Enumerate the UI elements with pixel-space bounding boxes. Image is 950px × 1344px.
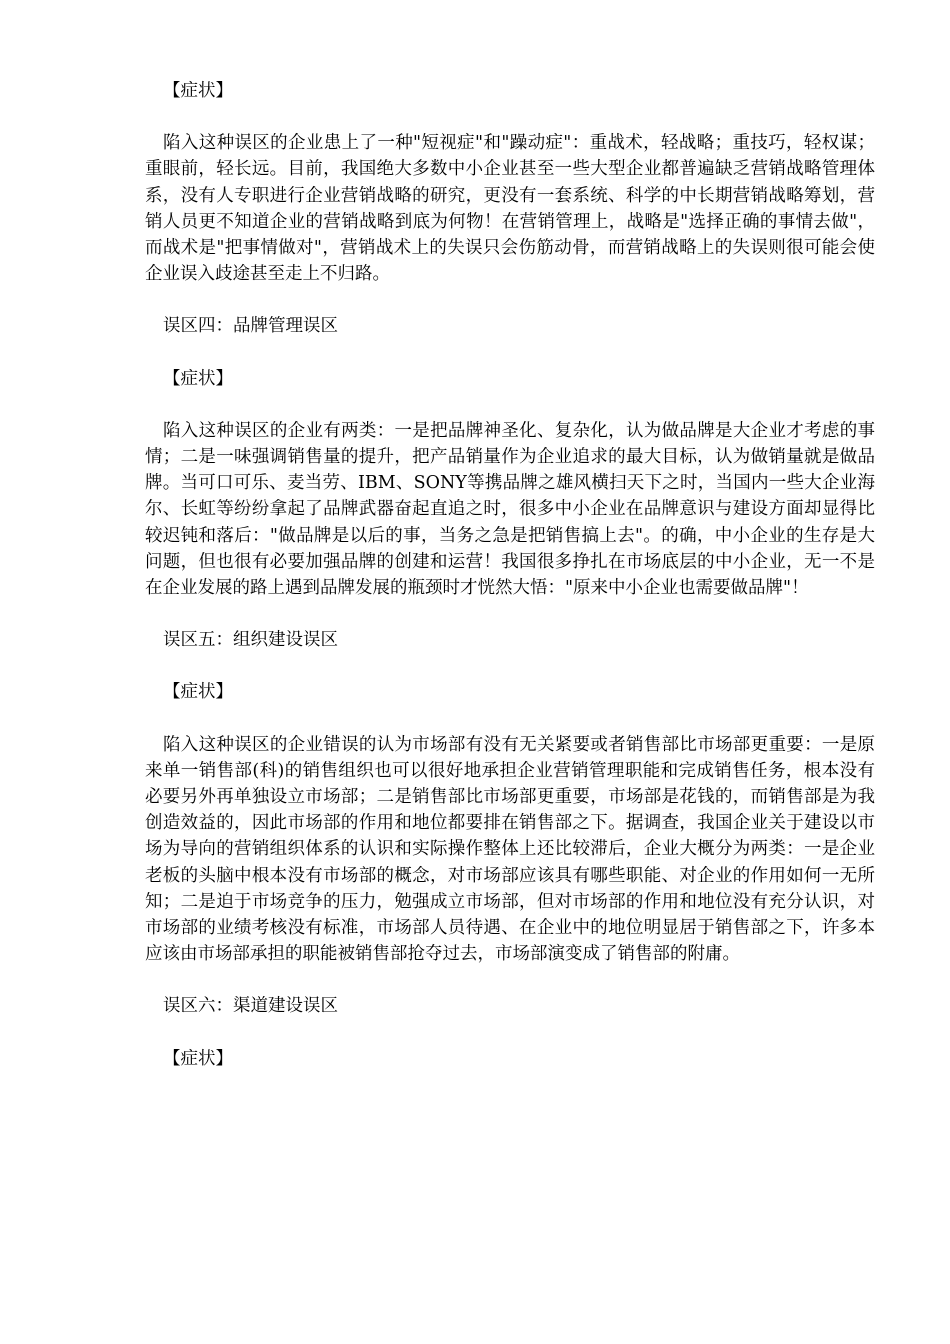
- symptom-label: 【症状】: [163, 682, 233, 703]
- spacer: [145, 706, 875, 732]
- body-paragraph: 陷入这种误区的企业错误的认为市场部有没有无关紧要或者销售部比市场部更重要：一是原来单一销售部(科)的销售组织也可以很好地承担企业营销管理职能和完成销售任务，根本没有必要另外再单独设立市场部；二是销售部比市场部更重要，市场部是花钱的，而销售部是为我创造效益的，因此市场部的作用和地位都要排在销售部之下。据调查，我国企业关于建设以市场为导向的营销组织体系的认识和实际操作整体上还比较滞后，企业大概分为两类：一是企业老板的头脑中根本没有市场部的概念，对市场部应该具有哪些职能、对企业的作用如何一无所知；二是迫于市场竞争的压力，勉强成立市场部，但对市场部的作用和地位没有充分认识，对市场部的业绩考核没有标准，市场部人员待遇、在企业中的地位明显居于销售部之下，许多本应该由市场部承担的职能被销售部抢夺过去，市场部演变成了销售部的附庸。: [145, 734, 875, 965]
- spacer: [145, 340, 875, 366]
- spacer: [145, 653, 875, 679]
- spacer: [145, 601, 875, 627]
- spacer: [145, 967, 875, 993]
- symptom-label: 【症状】: [163, 1048, 233, 1069]
- body-paragraph: 陷入这种误区的企业有两类：一是把品牌神圣化、复杂化，认为做品牌是大企业才考虑的事情；二是一味强调销售量的提升，把产品销量作为企业追求的最大目标，认为做销量就是做品牌。当可口可乐、麦当劳、IBM、SONY等携品牌之雄风横扫天下之时，当国内一些大企业海尔、长虹等纷纷拿起了品牌武器奋起直追之时，很多中小企业在品牌意识与建设方面却显得比较迟钝和落后："做品牌是以后的事，当务之急是把销售搞上去"。的确，中小企业的生存是大问题，但也很有必要加强品牌的创建和运营！我国很多挣扎在市场底层的中小企业，无一不是在企业发展的路上遇到品牌发展的瓶颈时才恍然大悟："原来中小企业也需要做品牌"！: [145, 420, 875, 599]
- section-heading: 误区四：品牌管理误区: [163, 316, 338, 337]
- section-heading: 误区六：渠道建设误区: [163, 996, 338, 1017]
- symptom-label: 【症状】: [163, 81, 233, 101]
- symptom-label: 【症状】: [163, 368, 233, 389]
- spacer: [145, 392, 875, 418]
- section-heading: 误区五：组织建设误区: [163, 630, 338, 651]
- spacer: [145, 104, 875, 130]
- spacer: [145, 287, 875, 313]
- spacer: [145, 1020, 875, 1046]
- body-paragraph: 陷入这种误区的企业患上了一种"短视症"和"躁动症"：重战术，轻战略；重技巧，轻权谋；重眼前，轻长远。目前，我国绝大多数中小企业甚至一些大型企业都普遍缺乏营销战略管理体系，没有人专职进行企业营销战略的研究，更没有一套系统、科学的中长期营销战略筹划，营销人员更不知道企业的营销战略到底为何物！在营销管理上，战略是"选择正确的事情去做"，而战术是"把事情做对"，营销战术上的失误只会伤筋动骨，而营销战略上的失误则很可能会使企业误入歧途甚至走上不归路。: [145, 133, 875, 285]
- document-body: [145, 78, 875, 1072]
